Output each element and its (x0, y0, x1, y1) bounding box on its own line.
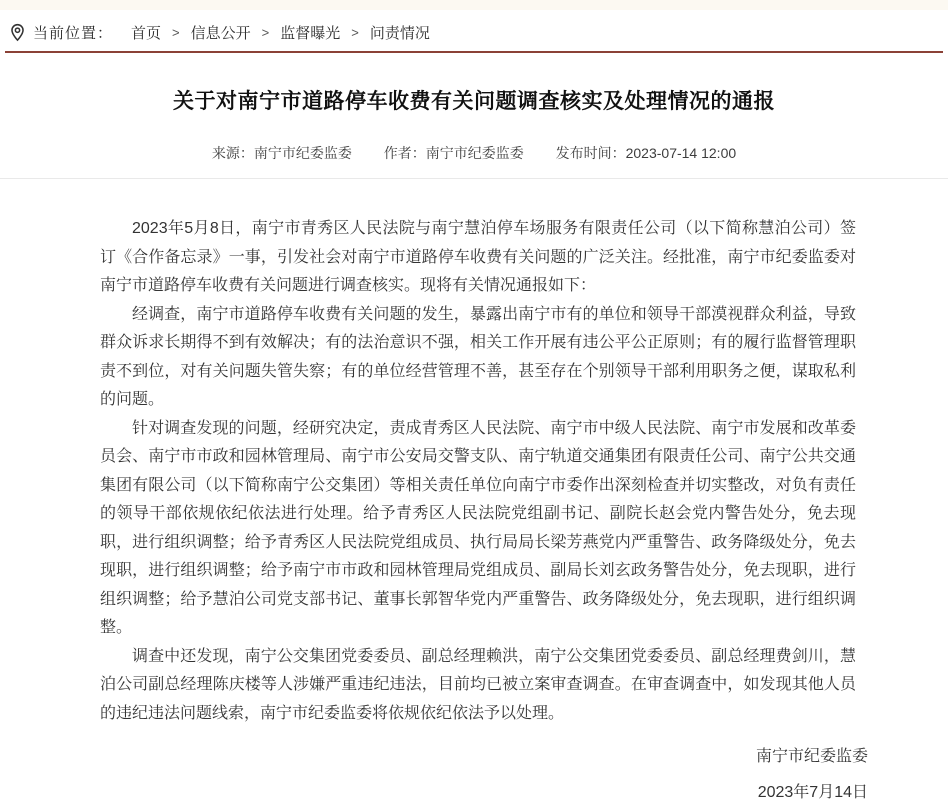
article-signature (0, 728, 948, 807)
meta-time-value: 2023-07-14 12:00 (625, 145, 737, 161)
top-strip (0, 0, 948, 10)
breadcrumb-item-info-disclosure[interactable]: 信息公开 (190, 25, 251, 42)
location-pin-icon (9, 23, 26, 42)
breadcrumb-separator: > (261, 25, 270, 40)
meta-source-value: 南宁市纪委监委 (253, 145, 352, 161)
page-title: 关于对南宁市道路停车收费有关问题调查核实及处理情况的通报 (173, 90, 775, 113)
breadcrumb-rule (5, 51, 943, 53)
meta-author-value: 南宁市纪委监委 (425, 145, 524, 161)
signature-date: 2023年7月14日 (757, 784, 868, 801)
breadcrumb-separator: > (172, 25, 180, 40)
article-paragraph: 调查中还发现，南宁公交集团党委委员、副总经理赖洪，南宁公交集团党委委员、副总经理费剑川，慧泊公司副总经理陈庆楼等人涉嫌严重违纪违法，目前均已被立案审查调查。在审查调查中，如发现其他人员的违纪违法问题线索，南宁市纪委监委将依规依纪依法予以处理。 (100, 647, 856, 722)
article-paragraph: 2023年5月8日，南宁市青秀区人民法院与南宁慧泊停车场服务有限责任公司（以下简称慧泊公司）签订《合作备忘录》一事，引发社会对南宁市道路停车收费有关问题的广泛关注。经批准，南宁市纪委监委对南宁市道路停车收费有关问题进行调查核实。现将有关情况通报如下： (100, 220, 856, 294)
article-meta (0, 143, 948, 179)
breadcrumb (0, 10, 948, 51)
meta-publish-time (556, 145, 737, 161)
article-paragraph: 经调查，南宁市道路停车收费有关问题的发生，暴露出南宁市有的单位和领导干部漠视群众利益，导致群众诉求长期得不到有效解决；有的法治意识不强，相关工作开展有违公平公正原则；有的履行监督管理职责不到位，对有关问题失管失察；有的单位经营管理不善，甚至存在个别领导干部利用职务之便，谋取私利的问题。 (100, 305, 856, 408)
meta-source-label: 来源： (211, 145, 254, 161)
article-body (0, 179, 948, 728)
breadcrumb-separator: > (351, 25, 359, 40)
article-paragraph: 针对调查发现的问题，经研究决定，责成青秀区人民法院、南宁市中级人民法院、南宁市发展和改革委员会、南宁市市政和园林管理局、南宁市公安局交警支队、南宁轨道交通集团有限责任公司、南宁公共交通集团有限公司（以下简称南宁公交集团）等相关责任单位向南宁市委作出深刻检查并切实整改，对负有责任的领导干部依规依纪依法进行处理。给予青秀区人民法院党组副书记、副院长赵会党内警告处分，免去现职，进行组织调整；给予青秀区人民法院党组成员、执行局局长梁芳燕党内严重警告、政务降级处分，免去现职，进行组织调整；给予南宁市市政和园林管理局党组成员、副局长刘玄政务警告处分，免去现职，进行组织调整；给予慧泊公司党支部书记、董事长郭智华党内严重警告、政务降级处分，免去现职，进行组织调整。 (100, 419, 856, 636)
meta-author-label: 作者： (383, 145, 426, 161)
meta-time-label: 发布时间： (555, 145, 626, 161)
signature-org: 南宁市纪委监委 (755, 748, 868, 765)
breadcrumb-label: 当前位置： (33, 25, 114, 42)
breadcrumb-item-supervision[interactable]: 监督曝光 (280, 25, 341, 42)
breadcrumb-item-home[interactable]: 首页 (131, 25, 162, 42)
meta-author (384, 145, 524, 161)
meta-source (212, 145, 352, 161)
breadcrumb-item-accountability[interactable]: 问责情况 (369, 25, 430, 42)
